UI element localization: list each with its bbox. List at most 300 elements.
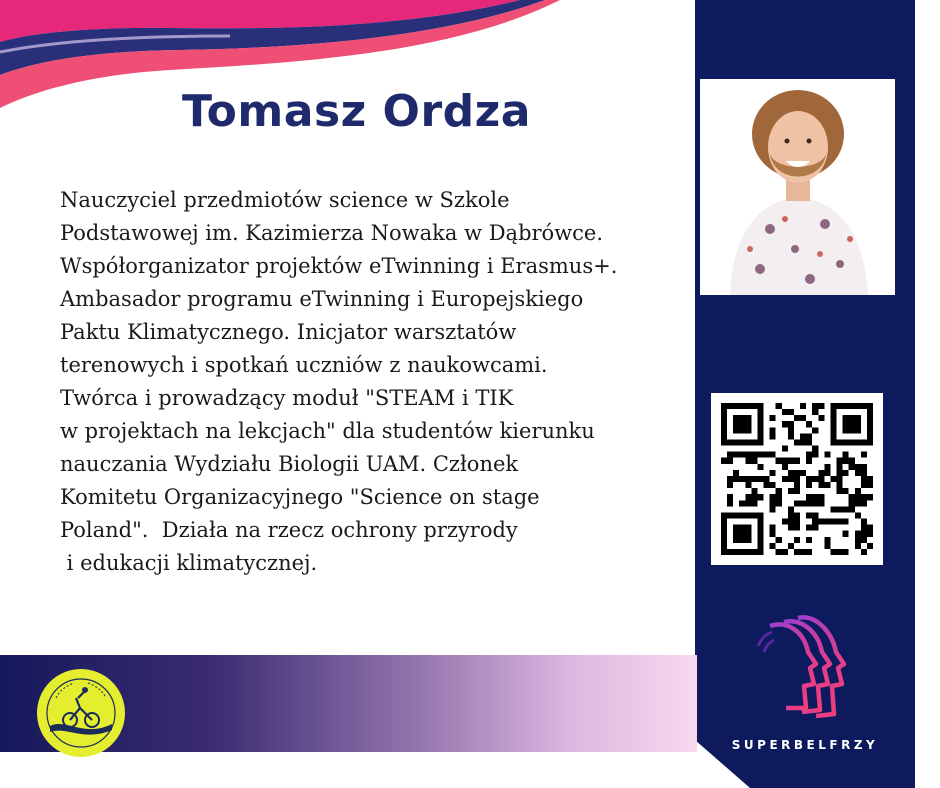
qr-module: [739, 512, 745, 518]
qr-module: [837, 403, 843, 409]
qr-module: [800, 415, 806, 421]
qr-module: [794, 482, 800, 488]
qr-module: [794, 470, 800, 476]
qr-module: [745, 482, 751, 488]
qr-module: [733, 525, 739, 531]
qr-module: [806, 458, 812, 464]
qr-module: [788, 543, 794, 549]
qr-module: [788, 506, 794, 512]
qr-module: [770, 427, 776, 433]
qr-module: [794, 476, 800, 482]
qr-module: [867, 433, 873, 439]
qr-module: [794, 458, 800, 464]
qr-module: [751, 452, 757, 458]
qr-module: [757, 452, 763, 458]
qr-module: [733, 403, 739, 409]
qr-module: [788, 488, 794, 494]
qr-module: [745, 458, 751, 464]
qr-module: [843, 439, 849, 445]
qr-module: [812, 427, 818, 433]
qr-module: [727, 458, 733, 464]
qr-module: [861, 525, 867, 531]
qr-module: [794, 525, 800, 531]
qr-module: [800, 403, 806, 409]
qr-module: [745, 427, 751, 433]
qr-module: [721, 421, 727, 427]
qr-module: [745, 525, 751, 531]
qr-module: [751, 549, 757, 555]
qr-module: [855, 488, 861, 494]
qr-module: [806, 537, 812, 543]
qr-module: [739, 421, 745, 427]
qr-module: [855, 494, 861, 500]
qr-module: [721, 427, 727, 433]
qr-module: [818, 415, 824, 421]
qr-module: [818, 403, 824, 409]
qr-module: [751, 403, 757, 409]
qr-module: [800, 439, 806, 445]
qr-module: [764, 482, 770, 488]
qr-module: [721, 519, 727, 525]
qr-module: [830, 421, 836, 427]
qr-module: [770, 500, 776, 506]
bio-line: Współorganizator projektów eTwinning i Erasmus+.: [60, 254, 618, 278]
qr-module: [721, 543, 727, 549]
qr-module: [824, 543, 830, 549]
qr-module: [733, 470, 739, 476]
bio-line: i edukacji klimatycznej.: [60, 551, 318, 575]
qr-module: [843, 421, 849, 427]
qr-module: [751, 476, 757, 482]
bio-line: terenowych i spotkań uczniów z naukowcami.: [60, 353, 548, 377]
qr-module: [843, 427, 849, 433]
qr-module: [751, 512, 757, 518]
qr-module: [806, 439, 812, 445]
qr-module: [861, 549, 867, 555]
qr-module: [727, 512, 733, 518]
qr-module: [867, 525, 873, 531]
qr-module: [855, 427, 861, 433]
qr-module: [806, 549, 812, 555]
qr-module: [812, 512, 818, 518]
bio-line: Podstawowej im. Kazimierza Nowaka w Dąbrówce.: [60, 221, 604, 245]
qr-module: [812, 452, 818, 458]
qr-module: [745, 494, 751, 500]
qr-module: [782, 549, 788, 555]
qr-module: [727, 476, 733, 482]
qr-module: [861, 494, 867, 500]
qr-module: [776, 403, 782, 409]
qr-module: [861, 537, 867, 543]
qr-module: [855, 500, 861, 506]
qr-module: [751, 488, 757, 494]
bio-line: Poland". Działa na rzecz ochrony przyrody: [60, 518, 518, 542]
qr-module: [770, 433, 776, 439]
qr-module: [782, 409, 788, 415]
qr-module: [782, 476, 788, 482]
qr-module: [739, 427, 745, 433]
qr-module: [788, 458, 794, 464]
qr-module: [788, 421, 794, 427]
qr-module: [843, 403, 849, 409]
qr-module: [849, 439, 855, 445]
qr-module: [837, 464, 843, 470]
qr-module: [739, 403, 745, 409]
bio-text: [60, 184, 690, 580]
qr-module: [806, 476, 812, 482]
qr-module: [751, 494, 757, 500]
qr-module: [739, 439, 745, 445]
qr-module: [794, 519, 800, 525]
qr-module: [837, 470, 843, 476]
qr-module: [733, 439, 739, 445]
qr-module: [818, 500, 824, 506]
qr-module: [733, 452, 739, 458]
qr-module: [818, 476, 824, 482]
qr-module: [812, 403, 818, 409]
qr-module: [757, 537, 763, 543]
qr-module: [861, 531, 867, 537]
qr-module: [861, 464, 867, 470]
qr-module: [770, 531, 776, 537]
qr-module: [776, 458, 782, 464]
qr-module: [867, 476, 873, 482]
qr-module: [745, 549, 751, 555]
qr-module: [855, 531, 861, 537]
qr-module: [745, 439, 751, 445]
bio-line: Komitetu Organizacyjnego "Science on stage: [60, 485, 540, 509]
qr-module: [770, 506, 776, 512]
qr-module: [770, 525, 776, 531]
qr-module: [812, 476, 818, 482]
qr-module: [855, 543, 861, 549]
qr-module: [830, 476, 836, 482]
qr-module: [776, 537, 782, 543]
qr-module: [788, 476, 794, 482]
qr-module: [849, 506, 855, 512]
qr-module: [843, 415, 849, 421]
qr-module: [867, 427, 873, 433]
brand-name: SUPERBELFRZY: [731, 738, 879, 752]
qr-module: [861, 470, 867, 476]
qr-module: [788, 427, 794, 433]
qr-module: [855, 464, 861, 470]
bio-line: Twórca i prowadzący moduł "STEAM i TIK: [60, 386, 514, 410]
qr-module: [843, 506, 849, 512]
qr-module: [806, 433, 812, 439]
qr-module: [843, 470, 849, 476]
bio-line: nauczania Wydziału Biologii UAM. Członek: [60, 452, 519, 476]
qr-module: [830, 403, 836, 409]
qr-module: [782, 458, 788, 464]
qr-module: [837, 488, 843, 494]
qr-module: [812, 494, 818, 500]
qr-module: [788, 525, 794, 531]
qr-module: [721, 458, 727, 464]
qr-module: [727, 549, 733, 555]
superbelfrzy-logo: [752, 612, 848, 724]
qr-module: [776, 500, 782, 506]
qr-module: [812, 409, 818, 415]
qr-module: [757, 476, 763, 482]
qr-module: [794, 488, 800, 494]
qr-module: [757, 549, 763, 555]
qr-module: [830, 439, 836, 445]
qr-module: [721, 525, 727, 531]
qr-module: [745, 500, 751, 506]
qr-module: [733, 531, 739, 537]
qr-module: [788, 409, 794, 415]
qr-module: [849, 427, 855, 433]
qr-module: [867, 531, 873, 537]
qr-module: [733, 415, 739, 421]
qr-module: [757, 494, 763, 500]
qr-module: [770, 452, 776, 458]
qr-module: [861, 452, 867, 458]
qr-module: [739, 476, 745, 482]
qr-module: [733, 421, 739, 427]
qr-module: [824, 470, 830, 476]
qr-module: [721, 531, 727, 537]
qr-module: [727, 482, 733, 488]
qr-module: [867, 415, 873, 421]
qr-module: [794, 500, 800, 506]
qr-module: [830, 415, 836, 421]
school-emblem-logo: [36, 668, 126, 758]
qr-module: [751, 439, 757, 445]
qr-module: [830, 427, 836, 433]
qr-module: [849, 415, 855, 421]
qr-module: [806, 494, 812, 500]
qr-module: [861, 403, 867, 409]
qr-module: [824, 452, 830, 458]
qr-module: [812, 525, 818, 531]
qr-module: [788, 433, 794, 439]
qr-module: [788, 519, 794, 525]
qr-module: [861, 476, 867, 482]
qr-module: [855, 415, 861, 421]
qr-module: [867, 439, 873, 445]
qr-module: [849, 421, 855, 427]
qr-module: [721, 409, 727, 415]
qr-module: [837, 476, 843, 482]
qr-module: [818, 494, 824, 500]
qr-module: [764, 476, 770, 482]
qr-module: [800, 500, 806, 506]
qr-module: [721, 549, 727, 555]
qr-module: [855, 470, 861, 476]
qr-module: [751, 458, 757, 464]
qr-module: [837, 439, 843, 445]
qr-module: [745, 421, 751, 427]
qr-module: [794, 512, 800, 518]
qr-module: [770, 470, 776, 476]
qr-module: [837, 506, 843, 512]
qr-module: [794, 439, 800, 445]
qr-module: [830, 549, 836, 555]
qr-module: [849, 494, 855, 500]
qr-module: [733, 512, 739, 518]
qr-module: [837, 549, 843, 555]
qr-module: [739, 415, 745, 421]
qr-module: [757, 427, 763, 433]
qr-module: [837, 482, 843, 488]
qr-module: [855, 439, 861, 445]
qr-module: [806, 512, 812, 518]
qr-module: [812, 446, 818, 452]
qr-module: [800, 470, 806, 476]
qr-module: [733, 427, 739, 433]
qr-module: [721, 537, 727, 543]
qr-module: [867, 403, 873, 409]
qr-module: [782, 446, 788, 452]
qr-module: [812, 519, 818, 525]
qr-module: [757, 464, 763, 470]
qr-module: [824, 464, 830, 470]
qr-module: [806, 525, 812, 531]
qr-module: [867, 543, 873, 549]
qr-module: [861, 519, 867, 525]
qr-module: [843, 458, 849, 464]
qr-module: [782, 421, 788, 427]
qr-module: [794, 549, 800, 555]
qr-module: [830, 409, 836, 415]
qr-module: [812, 500, 818, 506]
qr-module: [757, 543, 763, 549]
qr-module: [806, 482, 812, 488]
qr-module: [733, 549, 739, 555]
qr-module: [739, 531, 745, 537]
qr-module: [757, 439, 763, 445]
qr-module: [721, 415, 727, 421]
person-name: Tomasz Ordza: [182, 86, 531, 137]
qr-module: [818, 482, 824, 488]
qr-module: [830, 506, 836, 512]
person-illustration: [700, 79, 895, 295]
portrait-photo: [700, 79, 895, 295]
qr-module: [757, 403, 763, 409]
qr-module: [843, 452, 849, 458]
qr-module: [739, 537, 745, 543]
qr-module: [867, 482, 873, 488]
qr-module: [849, 500, 855, 506]
qr-module: [794, 537, 800, 543]
qr-module: [727, 494, 733, 500]
qr-module: [721, 439, 727, 445]
qr-module: [861, 500, 867, 506]
qr-module: [757, 531, 763, 537]
bio-line: Ambasador programu eTwinning i Europejskiego: [60, 287, 584, 311]
qr-module: [849, 458, 855, 464]
qr-module: [721, 433, 727, 439]
qr-module: [788, 512, 794, 518]
qr-module: [861, 439, 867, 445]
qr-module: [770, 482, 776, 488]
qr-module: [824, 537, 830, 543]
qr-module: [776, 494, 782, 500]
qr-module: [751, 500, 757, 506]
qr-module: [837, 519, 843, 525]
qr-module: [843, 519, 849, 525]
qr-module: [806, 500, 812, 506]
qr-code[interactable]: [711, 393, 883, 565]
qr-module: [745, 415, 751, 421]
qr-module: [745, 476, 751, 482]
qr-module: [818, 519, 824, 525]
qr-module: [727, 403, 733, 409]
bio-line: w projektach na lekcjach" dla studentów kierunku: [60, 419, 595, 443]
qr-module: [739, 452, 745, 458]
qr-module: [776, 549, 782, 555]
qr-module: [830, 519, 836, 525]
qr-module: [757, 415, 763, 421]
qr-code-icon: [721, 403, 873, 555]
qr-module: [824, 519, 830, 525]
qr-module: [800, 433, 806, 439]
qr-module: [757, 525, 763, 531]
qr-module: [788, 470, 794, 476]
qr-module: [770, 494, 776, 500]
qr-module: [830, 433, 836, 439]
qr-module: [733, 476, 739, 482]
qr-module: [739, 525, 745, 531]
qr-module: [721, 403, 727, 409]
qr-module: [727, 439, 733, 445]
qr-module: [867, 494, 873, 500]
qr-module: [818, 470, 824, 476]
qr-module: [776, 488, 782, 494]
qr-module: [733, 537, 739, 543]
qr-module: [757, 433, 763, 439]
qr-module: [843, 549, 849, 555]
qr-module: [843, 531, 849, 537]
qr-module: [757, 519, 763, 525]
qr-module: [745, 452, 751, 458]
qr-module: [843, 488, 849, 494]
qr-module: [806, 421, 812, 427]
qr-module: [764, 452, 770, 458]
qr-module: [837, 458, 843, 464]
qr-module: [757, 512, 763, 518]
qr-module: [721, 512, 727, 518]
qr-module: [745, 403, 751, 409]
qr-module: [727, 452, 733, 458]
qr-module: [745, 531, 751, 537]
qr-module: [745, 512, 751, 518]
qr-module: [855, 512, 861, 518]
qr-module: [800, 549, 806, 555]
bio-line: Paktu Klimatycznego. Inicjator warsztatów: [60, 320, 517, 344]
qr-module: [867, 409, 873, 415]
qr-module: [861, 482, 867, 488]
qr-module: [745, 537, 751, 543]
qr-module: [867, 421, 873, 427]
qr-module: [855, 537, 861, 543]
qr-module: [794, 415, 800, 421]
qr-module: [770, 415, 776, 421]
qr-module: [806, 452, 812, 458]
qr-module: [770, 543, 776, 549]
qr-module: [782, 464, 788, 470]
qr-module: [782, 519, 788, 525]
bio-line: Nauczyciel przedmiotów science w Szkole: [60, 188, 510, 212]
qr-module: [824, 482, 830, 488]
qr-module: [739, 549, 745, 555]
qr-module: [855, 403, 861, 409]
qr-module: [739, 500, 745, 506]
qr-module: [849, 464, 855, 470]
qr-module: [757, 409, 763, 415]
